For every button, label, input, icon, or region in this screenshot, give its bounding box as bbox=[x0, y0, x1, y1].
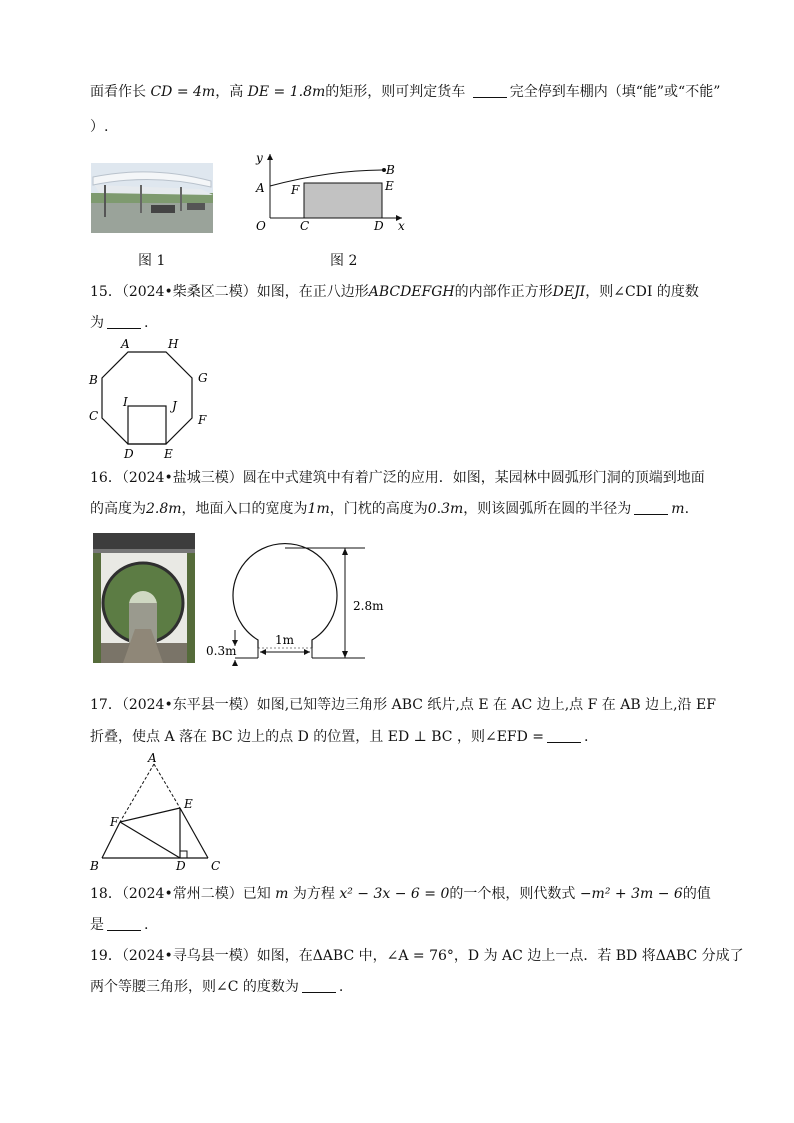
octagon-figure bbox=[88, 334, 218, 462]
y-axis-label: y bbox=[256, 151, 263, 165]
moon-gate-diagram bbox=[205, 540, 395, 668]
label-B: B bbox=[90, 859, 99, 872]
answer-blank[interactable] bbox=[473, 83, 507, 98]
coordinate-figure bbox=[250, 148, 410, 236]
label-D: D bbox=[374, 219, 384, 233]
answer-blank[interactable] bbox=[107, 314, 141, 329]
label-C: C bbox=[89, 409, 99, 423]
label-F: F bbox=[198, 413, 207, 427]
moon-gate-photo bbox=[93, 533, 195, 663]
q16-text-line2: 的高度为2.8m，地面入口的宽度为1m，门枕的高度为0.3m，则该圆弧所在圆的半径为 m. bbox=[90, 501, 690, 517]
q17-text-line1: 17．（2024•东平县一模）如图,已知等边三角形 ABC 纸片,点 E 在 AC 边上,点 F 在 AB 边上,沿 EF bbox=[90, 697, 716, 713]
label-B: B bbox=[89, 373, 98, 387]
label-G: G bbox=[198, 371, 208, 385]
label-F: F bbox=[291, 183, 300, 197]
q14-text-line1: 面看作长 CD = 4m，高 DE = 1.8m的矩形，则可判定货车 完全停到车棚内（填“能”或“不能” bbox=[90, 84, 721, 100]
answer-blank[interactable] bbox=[634, 500, 668, 515]
carport-photo bbox=[91, 163, 213, 233]
label-H: H bbox=[168, 337, 179, 351]
label-F: F bbox=[110, 815, 119, 829]
label-E: E bbox=[385, 179, 394, 193]
width-label: 1m bbox=[275, 633, 295, 647]
fig2-caption: 图 2 bbox=[330, 253, 358, 269]
answer-blank[interactable] bbox=[547, 728, 581, 743]
q15-text-line2: 为 . bbox=[90, 315, 149, 331]
q19-text-line2: 两个等腰三角形，则∠C 的度数为 . bbox=[90, 979, 344, 995]
q16-text-line1: 16．（2024•盐城三模）圆在中式建筑中有着广泛的应用．如图，某园林中圆弧形门洞的顶端到地面 bbox=[90, 470, 705, 486]
label-A: A bbox=[121, 337, 130, 351]
q14-text-line2: ）. bbox=[90, 119, 109, 135]
q18-text-line1: 18．（2024•常州二模）已知 m 为方程 x² − 3x − 6 = 0的一个根，则代数式 −m² + 3m − 6的值 bbox=[90, 886, 711, 902]
triangle-figure bbox=[88, 752, 228, 872]
label-A: A bbox=[256, 181, 265, 195]
q17-text-line2: 折叠，使点 A 落在 BC 边上的点 D 的位置，且 ED ⊥ BC ，则∠EFD = . bbox=[90, 729, 589, 745]
label-J: J bbox=[172, 399, 177, 413]
q15-text-line1: 15．（2024•柴桑区二模）如图，在正八边形ABCDEFGH的内部作正方形DEJI，则∠CDI 的度数 bbox=[90, 284, 699, 300]
q19-text-line1: 19．（2024•寻乌县一模）如图，在ΔABC 中，∠A = 76°，D 为 AC 边上一点．若 BD 将ΔABC 分成了 bbox=[90, 948, 744, 964]
label-D: D bbox=[124, 447, 134, 461]
label-E: E bbox=[184, 797, 193, 811]
q18-text-line2: 是 . bbox=[90, 917, 149, 933]
label-A: A bbox=[148, 752, 157, 765]
answer-blank[interactable] bbox=[302, 978, 336, 993]
label-D: D bbox=[176, 859, 186, 872]
label-E: E bbox=[164, 447, 173, 461]
sill-label: 0.3m bbox=[206, 644, 237, 658]
label-B: B bbox=[386, 163, 395, 177]
height-label: 2.8m bbox=[353, 599, 384, 613]
fig1-caption: 图 1 bbox=[138, 253, 166, 269]
label-C: C bbox=[211, 859, 221, 872]
label-I: I bbox=[123, 395, 128, 409]
x-axis-label: x bbox=[398, 219, 405, 233]
answer-blank[interactable] bbox=[107, 916, 141, 931]
label-C: C bbox=[300, 219, 310, 233]
label-O: O bbox=[256, 219, 266, 233]
